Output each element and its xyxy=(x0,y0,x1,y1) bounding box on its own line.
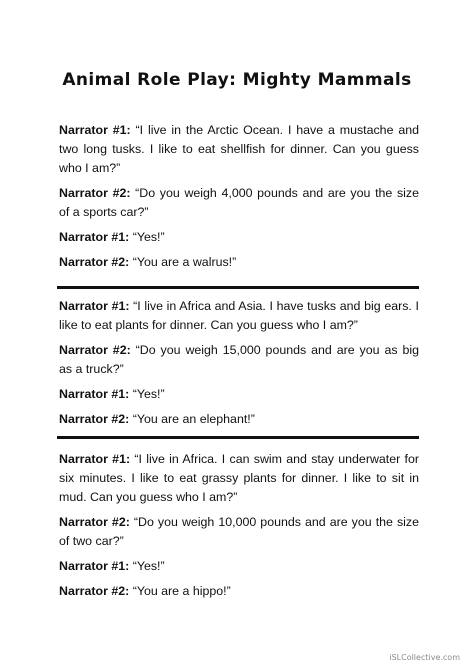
line-text: “You are a hippo!” xyxy=(129,584,231,598)
line-text: “You are an elephant!” xyxy=(129,412,255,426)
line-text: “Do you weigh 10,000 pounds and are you the size of two car?” xyxy=(59,515,420,548)
line-text: “I live in Africa. I can swim and stay underwater for six minutes. I like to eat grassy plants for dinner. I like to sit in mud. Can you guess who I am?” xyxy=(59,452,419,504)
dialogue-section-elephant xyxy=(59,297,419,435)
dialogue-line xyxy=(59,582,419,601)
dialogue-section-hippo xyxy=(59,450,419,607)
dialogue-line xyxy=(59,450,419,507)
speaker-label: Narrator #1: xyxy=(59,452,131,466)
speaker-label: Narrator #1: xyxy=(59,299,130,313)
dialogue-line xyxy=(59,121,419,178)
section-divider xyxy=(57,436,419,439)
dialogue-section-walrus xyxy=(59,121,419,278)
speaker-label: Narrator #1: xyxy=(59,230,130,244)
dialogue-line xyxy=(59,410,419,429)
dialogue-line xyxy=(59,385,419,404)
dialogue-line xyxy=(59,184,419,222)
line-text: “Do you weigh 15,000 pounds and are you as big as a truck?” xyxy=(59,343,419,376)
speaker-label: Narrator #2: xyxy=(59,515,130,529)
section-divider xyxy=(57,286,419,289)
line-text: “Do you weigh 4,000 pounds and are you the size of a sports car?” xyxy=(59,186,420,219)
line-text: “I live in Africa and Asia. I have tusks and big ears. I like to eat plants for dinner. Can you guess who I am?” xyxy=(59,299,419,332)
speaker-label: Narrator #2: xyxy=(59,186,131,200)
speaker-label: Narrator #2: xyxy=(59,343,131,357)
site-watermark: iSLCollective.com xyxy=(389,653,460,662)
speaker-label: Narrator #1: xyxy=(59,387,130,401)
line-text: “I live in the Arctic Ocean. I have a mustache and two long tusks. I like to eat shellfish for dinner. Can you guess who I am?” xyxy=(59,123,420,175)
page-title: Animal Role Play: Mighty Mammals xyxy=(62,70,412,90)
line-text: “Yes!” xyxy=(129,559,165,573)
dialogue-line xyxy=(59,557,419,576)
dialogue-line xyxy=(59,228,419,247)
dialogue-line xyxy=(59,341,419,379)
dialogue-line xyxy=(59,513,419,551)
dialogue-line xyxy=(59,297,419,335)
line-text: “Yes!” xyxy=(129,387,165,401)
speaker-label: Narrator #1: xyxy=(59,559,130,573)
speaker-label: Narrator #1: xyxy=(59,123,131,137)
line-text: “Yes!” xyxy=(129,230,165,244)
line-text: “You are a walrus!” xyxy=(129,255,237,269)
speaker-label: Narrator #2: xyxy=(59,584,130,598)
dialogue-line xyxy=(59,253,419,272)
speaker-label: Narrator #2: xyxy=(59,412,130,426)
speaker-label: Narrator #2: xyxy=(59,255,130,269)
